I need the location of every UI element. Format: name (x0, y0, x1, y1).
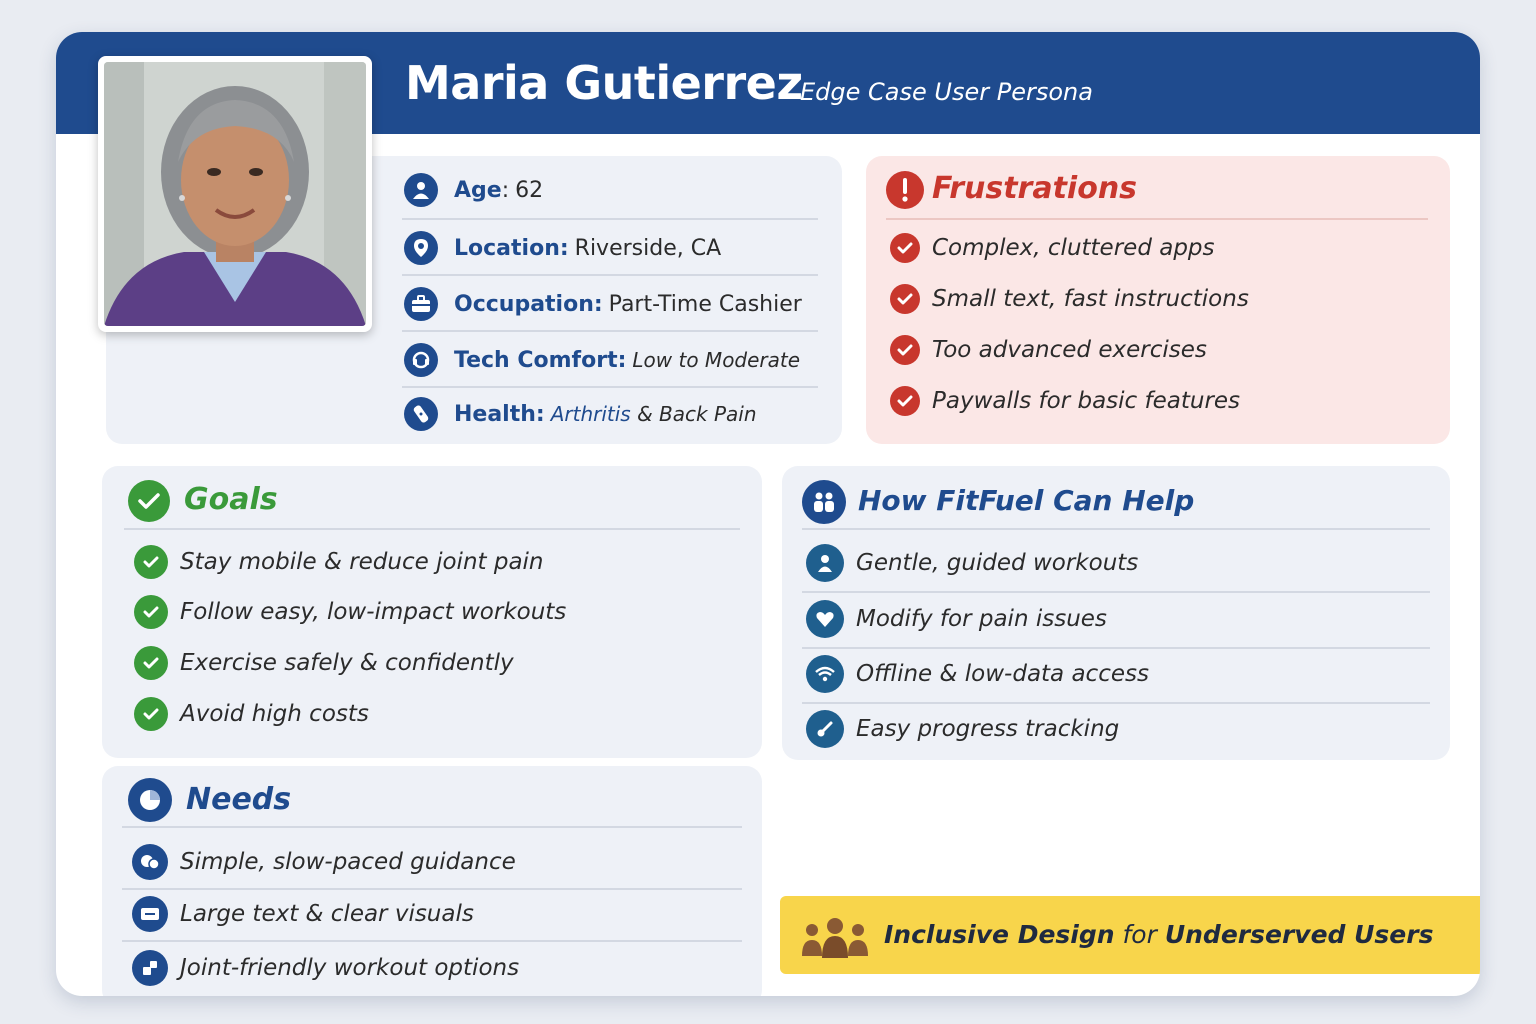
person-icon (806, 544, 844, 582)
need-item-label: Simple, slow-paced guidance (180, 849, 516, 875)
user-icon (404, 173, 438, 207)
check-icon (134, 545, 168, 579)
goal-item-label: Avoid high costs (180, 701, 369, 727)
frustration-item-label: Small text, fast instructions (932, 286, 1249, 312)
divider (124, 528, 740, 530)
divider (802, 647, 1430, 649)
progress-icon (806, 710, 844, 748)
exclamation-icon (886, 171, 924, 209)
health-value-extra: & Back Pain (637, 402, 757, 426)
frustrations-title: Frustrations (932, 171, 1138, 206)
check-circle-icon (128, 480, 170, 522)
frustration-item-label: Paywalls for basic features (932, 388, 1241, 414)
banner-text (884, 920, 1433, 949)
banner-text-part1: Inclusive Design (884, 920, 1115, 949)
persona-card (56, 32, 1480, 996)
help-item-label: Offline & low-data access (856, 661, 1149, 687)
persona-subtitle: Edge Case User Persona (800, 78, 1093, 106)
info-tech-comfort (352, 332, 818, 388)
divider (886, 218, 1428, 220)
divider (122, 888, 742, 890)
help-item (806, 598, 1107, 640)
goals-title: Goals (184, 482, 278, 517)
need-item-label: Joint-friendly workout options (180, 955, 520, 981)
info-location (352, 220, 818, 276)
location-value: Riverside, CA (574, 235, 722, 261)
age-label: Age (454, 177, 502, 203)
chat-bubbles-icon (132, 844, 168, 880)
help-title: How FitFuel Can Help (858, 484, 1195, 517)
tech-label: Tech Comfort: (454, 347, 627, 373)
divider (802, 591, 1430, 593)
help-item (806, 708, 1119, 750)
banner-text-part2: for (1114, 920, 1165, 949)
tech-value: Low to Moderate (632, 348, 801, 372)
goal-item-label: Stay mobile & reduce joint pain (180, 549, 544, 575)
frustration-item (890, 279, 1249, 319)
need-item (132, 948, 519, 988)
info-occupation (352, 276, 818, 332)
portrait-illustration (104, 62, 366, 326)
check-icon (890, 233, 920, 263)
bandage-icon (404, 397, 438, 431)
headset-icon (404, 343, 438, 377)
divider (802, 528, 1430, 530)
help-item-label: Gentle, guided workouts (856, 550, 1139, 576)
people-icon (802, 480, 846, 524)
check-icon (890, 386, 920, 416)
frustration-item-label: Complex, cluttered apps (932, 235, 1215, 261)
pie-chart-icon (128, 778, 172, 822)
health-value (551, 402, 757, 426)
help-item-label: Easy progress tracking (856, 716, 1120, 742)
need-item (132, 842, 516, 882)
goal-item-label: Follow easy, low-impact workouts (180, 599, 567, 625)
goal-item (134, 592, 566, 632)
divider (802, 702, 1430, 704)
wifi-icon (806, 655, 844, 693)
need-item-label: Large text & clear visuals (180, 901, 474, 927)
check-icon (890, 335, 920, 365)
persona-photo (98, 56, 372, 332)
banner-text-part3: Underserved Users (1164, 920, 1434, 949)
check-icon (890, 284, 920, 314)
help-item-label: Modify for pain issues (856, 606, 1107, 632)
occupation-value: Part-Time Cashier (608, 291, 802, 317)
goal-item-label: Exercise safely & confidently (180, 650, 514, 676)
needs-title: Needs (186, 782, 292, 817)
divider (122, 826, 742, 828)
group-icon (798, 916, 872, 958)
divider (122, 940, 742, 942)
goal-item (134, 694, 369, 734)
age-value: 62 (515, 177, 544, 203)
info-health (352, 386, 818, 442)
health-label: Health: (454, 401, 545, 427)
info-age (352, 162, 818, 218)
location-pin-icon (404, 231, 438, 265)
display-icon (132, 896, 168, 932)
check-icon (134, 697, 168, 731)
inclusive-design-banner (780, 896, 1480, 974)
check-icon (134, 646, 168, 680)
help-item (806, 542, 1138, 584)
frustration-item (890, 330, 1207, 370)
age-colon: : (501, 177, 510, 203)
help-item (806, 653, 1149, 695)
briefcase-icon (404, 287, 438, 321)
joint-icon (132, 950, 168, 986)
persona-name: Maria Gutierrez (405, 56, 803, 110)
location-label: Location: (454, 235, 569, 261)
need-item (132, 894, 474, 934)
check-icon (134, 595, 168, 629)
frustration-item-label: Too advanced exercises (932, 337, 1207, 363)
frustration-item (890, 381, 1240, 421)
health-value-condition: Arthritis (550, 402, 631, 426)
goal-item (134, 643, 514, 683)
goal-item (134, 542, 544, 582)
heart-icon (806, 600, 844, 638)
occupation-label: Occupation: (454, 291, 603, 317)
frustration-item (890, 228, 1215, 268)
persona-portrait-image (104, 62, 366, 326)
